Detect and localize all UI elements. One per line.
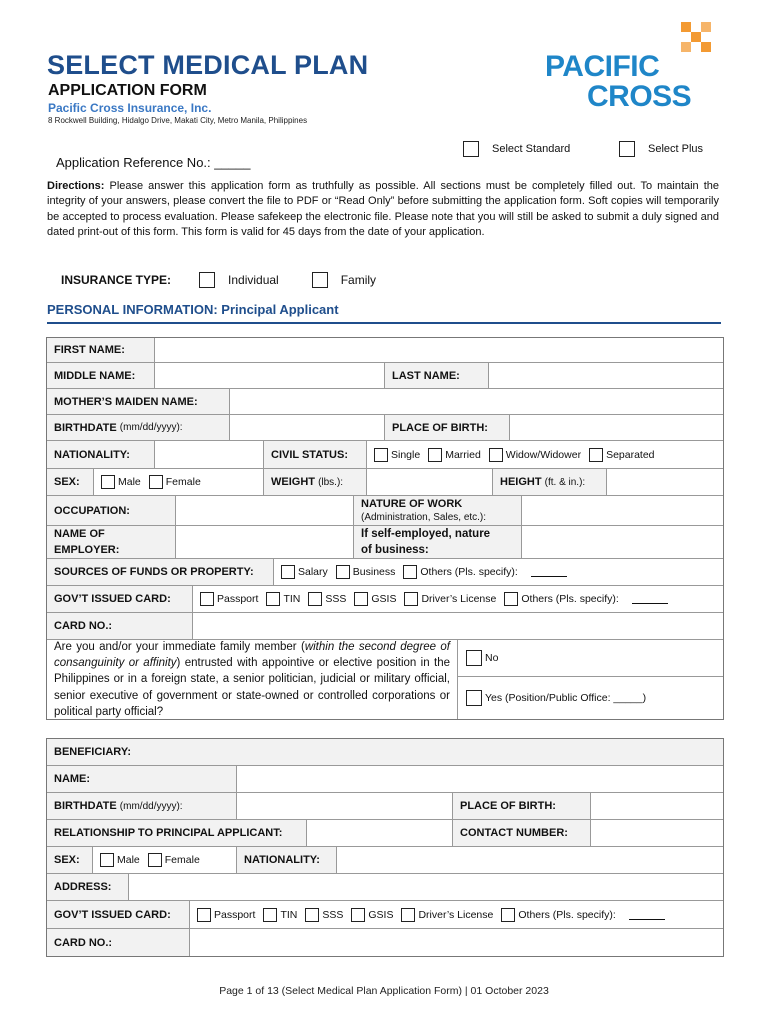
nationality-field[interactable] [155,441,264,468]
beneficiary-heading: BENEFICIARY: [47,739,723,765]
beneficiary-id-passport[interactable] [197,908,255,922]
beneficiary-gsis-checkbox[interactable] [351,908,365,922]
beneficiary-sss-checkbox[interactable] [305,908,319,922]
separated-label: Separated [606,448,655,461]
last-name-field[interactable] [489,363,723,388]
sss-label: SSS [325,593,347,605]
civil-status-label: CIVIL STATUS: [264,441,367,468]
civil-separated[interactable] [589,448,654,462]
nature-of-work-text: NATURE OF WORK [361,497,463,510]
beneficiary-passport-checkbox[interactable] [197,908,211,922]
nature-of-work-field[interactable] [522,496,723,525]
beneficiary-card-no-field[interactable] [190,929,723,956]
company-address: 8 Rockwell Building, Hidalgo Drive, Makati City, Metro Manila, Philippines [48,116,308,125]
beneficiary-nationality-label: NATIONALITY: [237,847,337,873]
weight-field[interactable] [367,469,493,495]
beneficiary-sex-male[interactable] [100,853,140,867]
pacific-cross-logo [545,30,720,112]
beneficiary-id-gsis[interactable] [351,908,393,922]
weight-label [264,469,367,495]
salary-checkbox[interactable] [281,565,295,579]
married-checkbox[interactable] [428,448,442,462]
logo-text-pacific: PACIFIC [545,50,660,83]
beneficiary-pob-field[interactable] [591,793,723,819]
occupation-label: OCCUPATION: [47,496,176,525]
others-label: Others (Pls. specify): [420,566,518,578]
nature-of-work-hint: (Administration, Sales, etc.): [361,511,487,523]
birthdate-label [47,415,230,440]
beneficiary-id-others-checkbox[interactable] [501,908,515,922]
mothers-maiden-field[interactable] [230,389,723,414]
source-business[interactable] [336,565,396,579]
directions-text: Please answer this application form as truthfully as possible. All sections must be completely filled out. To maintain the integrity of your answers, please convert the file to PDF or “Read Only” before submitting the application form. Soft copies will temporarily be accepted to process evaluation. Please safekeep the electronic file. Please note that you will still be asked to submit a duly signed and dated print-out of this form. This form is valid for 45 days from the date of your application. [47,180,720,239]
birthdate-field[interactable] [230,415,385,440]
gsis-label: GSIS [371,593,397,605]
beneficiary-female-label: Female [164,854,200,866]
beneficiary-id-drivers-license[interactable] [401,908,493,922]
beneficiary-gov-id-options [190,901,723,928]
height-label-text: HEIGHT [500,476,542,488]
pep-no-option[interactable] [458,640,723,677]
insurance-type [61,272,409,288]
beneficiary-tin-label: TIN [280,908,298,921]
pep-question-part1: Are you and/or your immediate family member ( [54,641,305,653]
form-title: SELECT MEDICAL PLAN [47,50,369,80]
beneficiary-gsis-label: GSIS [368,908,394,921]
individual-checkbox[interactable] [199,272,215,288]
gov-id-label: GOV’T ISSUED CARD: [47,586,193,612]
plan-option-plus[interactable] [619,141,703,157]
relationship-label: RELATIONSHIP TO PRINCIPAL APPLICANT: [47,820,307,846]
plan-option-standard[interactable] [463,141,570,157]
male-checkbox[interactable] [101,475,115,489]
single-label: Single [391,448,421,461]
id-tin[interactable] [266,592,300,606]
beneficiary-id-sss[interactable] [305,908,343,922]
id-gsis[interactable] [354,592,396,606]
beneficiary-sex-options [93,847,237,873]
beneficiary-sss-label: SSS [322,908,344,921]
id-drivers-license[interactable] [404,592,496,606]
widow-label: Widow/Widower [505,448,582,461]
sex-label: SEX: [47,469,94,495]
pep-no-checkbox[interactable] [466,650,482,666]
directions-paragraph [47,179,719,241]
sss-checkbox[interactable] [308,592,322,606]
insurance-option-individual[interactable] [199,272,279,288]
gov-id-options [193,586,723,612]
relationship-field[interactable] [307,820,453,846]
id-sss[interactable] [308,592,346,606]
weight-unit: (lbs.): [318,476,344,488]
place-of-birth-field[interactable] [510,415,723,440]
single-checkbox[interactable] [374,448,388,462]
passport-checkbox[interactable] [200,592,214,606]
form-subtitle: APPLICATION FORM [48,82,207,99]
salary-label: Salary [298,566,328,578]
source-salary[interactable] [281,565,328,579]
card-no-field[interactable] [193,613,723,639]
pep-question [47,640,458,719]
beneficiary-passport-label: Passport [214,908,256,921]
beneficiary-male-label: Male [117,854,140,866]
pep-yes-option[interactable] [458,677,723,719]
plan-plus-label: Select Plus [648,143,704,155]
sex-male[interactable] [101,475,141,489]
beneficiary-sex-female[interactable] [148,853,200,867]
sources-options [274,559,723,585]
source-others[interactable] [403,565,566,579]
business-label: Business [352,566,396,578]
nationality-label: NATIONALITY: [47,441,155,468]
sex-options [94,469,264,495]
family-checkbox[interactable] [312,272,328,288]
id-others-label: Others (Pls. specify): [521,593,619,605]
beneficiary-birthdate-format: (mm/dd/yyyy): [119,800,183,812]
beneficiary-drivers-license-checkbox[interactable] [401,908,415,922]
beneficiary-sex-label: SEX: [47,847,93,873]
tin-label: TIN [283,593,301,605]
beneficiary-drivers-license-label: Driver’s License [418,908,494,921]
section-divider [47,322,721,324]
id-others[interactable] [504,592,667,606]
pep-yes-label: Yes (Position/Public Office: _____) [485,692,647,704]
reference-blank[interactable]: _____ [214,155,251,170]
female-label: Female [165,476,201,488]
principal-applicant-table [46,337,724,720]
section-title: PERSONAL INFORMATION: Principal Applicant [47,302,339,317]
height-unit: (ft. & in.): [544,476,586,488]
application-reference [56,155,250,170]
beneficiary-nationality-field[interactable] [337,847,723,873]
employer-field[interactable] [176,526,354,558]
first-name-label: FIRST NAME: [47,338,155,362]
reference-label: Application Reference No.: [56,155,211,170]
company-name: Pacific Cross Insurance, Inc. [48,101,212,115]
self-employed-label [354,526,522,558]
beneficiary-name-field[interactable] [237,766,723,792]
others-checkbox[interactable] [403,565,417,579]
pep-yes-checkbox[interactable] [466,690,482,706]
employer-label-line1: NAME OF [54,528,105,540]
tin-checkbox[interactable] [266,592,280,606]
beneficiary-table [46,738,724,957]
beneficiary-address-field[interactable] [129,874,723,900]
passport-label: Passport [217,593,259,605]
height-field[interactable] [607,469,723,495]
married-label: Married [445,448,481,461]
beneficiary-address-label: ADDRESS: [47,874,129,900]
logo-text-cross: CROSS [587,80,692,113]
individual-label: Individual [228,273,279,287]
beneficiary-birthdate-text: BIRTHDATE [54,800,117,812]
directions-label: Directions: [47,180,105,192]
insurance-type-label: INSURANCE TYPE: [61,273,172,287]
height-label [493,469,607,495]
beneficiary-gov-id-label: GOV’T ISSUED CARD: [47,901,190,928]
occupation-field[interactable] [176,496,354,525]
beneficiary-female-checkbox[interactable] [148,853,162,867]
middle-name-label: MIDDLE NAME: [47,363,155,388]
pep-question-part2: ) entrusted with appointive or elective position in the Philippines or in a foreign state, a senior politician, judicial or military official, senior executive of government or state-owned or controlled corporations or political party official? [54,657,450,718]
pep-question-italic: within the second degree of consanguinity or affinity [54,641,450,670]
plan-plus-checkbox[interactable] [619,141,635,157]
last-name-label: LAST NAME: [385,363,489,388]
birthdate-label-text: BIRTHDATE [54,421,117,434]
self-employed-line2: of business: [361,544,429,556]
contact-number-field[interactable] [591,820,723,846]
beneficiary-id-others[interactable] [501,908,664,922]
self-employed-line1: If self-employed, nature [361,528,491,540]
beneficiary-tin-checkbox[interactable] [263,908,277,922]
male-label: Male [118,476,141,488]
beneficiary-id-others-line[interactable] [629,910,665,920]
first-name-field[interactable] [155,338,723,362]
drivers-license-label: Driver’s License [421,593,497,605]
employer-label [47,526,176,558]
civil-single[interactable] [374,448,420,462]
insurance-option-family[interactable] [312,272,376,288]
middle-name-field[interactable] [155,363,385,388]
sex-female[interactable] [149,475,201,489]
business-checkbox[interactable] [336,565,350,579]
beneficiary-id-tin[interactable] [263,908,297,922]
id-others-line[interactable] [632,594,668,604]
beneficiary-name-label: NAME: [47,766,237,792]
place-of-birth-label: PLACE OF BIRTH: [385,415,510,440]
mothers-maiden-label: MOTHER’S MAIDEN NAME: [47,389,230,414]
separated-checkbox[interactable] [589,448,603,462]
civil-married[interactable] [428,448,481,462]
civil-widow[interactable] [489,448,581,462]
nature-of-work-label [354,496,522,525]
family-label: Family [340,273,377,287]
pep-answers [458,640,723,719]
employer-label-line2: EMPLOYER: [54,544,120,556]
beneficiary-birthdate-field[interactable] [237,793,453,819]
sources-label: SOURCES OF FUNDS OR PROPERTY: [47,559,274,585]
page-footer: Page 1 of 13 (Select Medical Plan Application Form) | 01 October 2023 [219,985,549,997]
beneficiary-male-checkbox[interactable] [100,853,114,867]
others-specify-line[interactable] [531,567,567,577]
id-others-checkbox[interactable] [504,592,518,606]
beneficiary-pob-label: PLACE OF BIRTH: [453,793,591,819]
contact-number-label: CONTACT NUMBER: [453,820,591,846]
id-passport[interactable] [200,592,258,606]
civil-status-options [367,441,723,468]
pep-no-label: No [485,652,499,664]
beneficiary-id-others-label: Others (Pls. specify): [518,908,616,921]
self-employed-field[interactable] [522,526,723,558]
birthdate-format: (mm/dd/yyyy): [119,422,183,433]
card-no-label: CARD NO.: [47,613,193,639]
plan-standard-checkbox[interactable] [463,141,479,157]
drivers-license-checkbox[interactable] [404,592,418,606]
beneficiary-birthdate-label [47,793,237,819]
widow-checkbox[interactable] [489,448,503,462]
female-checkbox[interactable] [149,475,163,489]
beneficiary-card-no-label: CARD NO.: [47,929,190,956]
weight-label-text: WEIGHT [271,476,315,488]
cross-logo-icon [681,22,717,58]
plan-standard-label: Select Standard [492,143,571,155]
gsis-checkbox[interactable] [354,592,368,606]
